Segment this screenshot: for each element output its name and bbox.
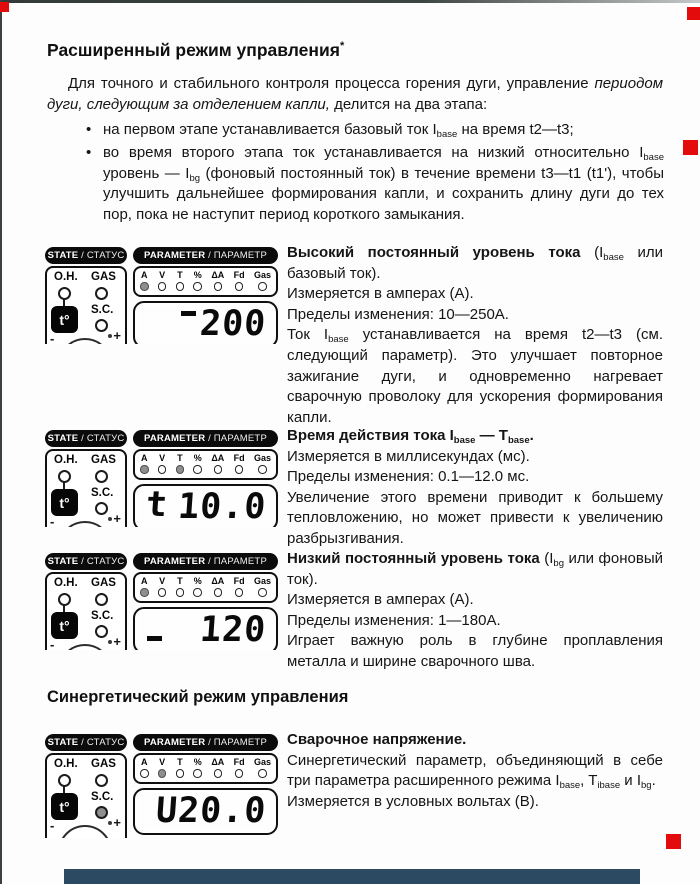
page-top-edge [0,0,700,3]
param-led-label: Fd [233,270,245,280]
short-circuit-led [95,625,108,638]
param-led-label: % [193,576,202,586]
param-led-label: Gas [253,757,271,767]
param-led-Fd [234,453,245,474]
gas-label: GAS [91,577,116,589]
parameter-description [287,549,663,673]
parameter-header [133,247,278,264]
param-led-dot [235,465,244,474]
param-led-dot [176,282,185,291]
bullet-text: во время второго этапа ток устанавливается на низкий относительно $I_{base}$ уровень — $I_{bg}$ (фоновый постоянный ток) в течение времени t3—t1 (t1'), чтобы улучшить дальнейшее формирования капли, и сохранить длину дуги до тех пор, пока не наступит период короткого замыкания. [103,144,664,223]
parameter-section [133,247,278,344]
param-led-label: Gas [253,453,271,463]
param-led-label: Fd [233,453,245,463]
param-led-dot [140,588,149,597]
param-led-label: T [177,453,183,463]
param-led-dot [176,465,185,474]
state-header [45,553,127,570]
gas-led [95,287,108,300]
display-area [138,306,273,343]
param-led-label: T [177,270,183,280]
bullet-text: на первом этапе устанавливается базовый ток $I_{base}$ на время t2—t3; [103,121,574,140]
parameter-row [45,427,665,550]
param-led-Fd [234,757,245,778]
param-led-label: Fd [233,576,245,586]
page-left-edge [0,0,2,884]
param-led-label: A [141,757,148,767]
temperature-icon [51,489,78,516]
param-led-dot [158,465,167,474]
param-led-% [193,757,202,778]
overheat-label: O.H. [54,271,78,283]
param-led-dot [235,588,244,597]
temperature-glyph: t° [59,494,70,511]
param-led-Gas [254,757,271,778]
short-circuit-led [95,502,108,515]
param-led-ΔA [211,757,224,778]
parameter-header-ru: / ПАРАМЕТР [205,433,267,444]
description-paragraph: Пределы изменения: 0.1—12.0 мс. [287,468,530,486]
param-led-% [193,576,202,597]
param-led-label: ΔA [211,576,225,586]
param-led-dot [140,465,149,474]
param-led-dot [214,769,223,778]
display-prefix [147,636,162,641]
param-led-T [176,270,185,291]
param-led-% [193,270,202,291]
param-led-dot [158,588,167,597]
state-body [45,266,127,344]
parameter-led-box [133,572,278,603]
parameter-led-row [140,270,271,291]
param-led-dot [193,769,202,778]
parameter-led-row [140,576,271,597]
bullet-marker: • [86,144,92,161]
parameter-header-en: PARAMETER [144,737,206,748]
param-led-label: % [193,270,202,280]
gas-led [95,470,108,483]
param-led-dot [258,769,267,778]
gas-led [95,593,108,606]
knob-plus-label: + [113,815,121,830]
param-led-T [176,576,185,597]
param-led-dot [214,588,223,597]
param-led-label: % [193,453,202,463]
param-led-V [158,576,167,597]
knob-minus-label: - [50,637,55,650]
param-led-V [158,270,167,291]
param-led-label: V [159,576,166,586]
param-led-dot [158,282,167,291]
description-paragraph: Ток $I_{base}$ устанавливается на время t2—t3 (см. следующий параметр). Это улучшает повторное зажигание дуги, и одновременно нагревает сварочную проволоку для ускорения формирования капли. [287,326,663,426]
display-area [138,485,273,527]
state-header-ru: / СТАТУС [78,556,125,567]
temperature-glyph: t° [59,798,70,815]
param-led-% [193,453,202,474]
param-led-dot [193,588,202,597]
short-circuit-led [95,319,108,332]
description-paragraph: Низкий постоянный уровень тока ($I_{bg}$ или фоновый ток). [287,550,663,588]
temperature-glyph: t° [59,311,70,328]
parameter-row [45,550,665,673]
parameter-section [133,553,278,650]
page-title [47,40,344,61]
description-paragraph: Пределы изменения: 1—180А. [287,611,501,629]
knob-plus-label: + [113,634,121,649]
page-title-text: Расширенный режим управления [47,40,340,60]
param-led-dot [140,769,149,778]
state-header-en: STATE [47,737,79,748]
temperature-glyph: t° [59,617,70,634]
parameter-header [133,553,278,570]
knob-dot [108,640,112,644]
state-header-en: STATE [47,433,79,444]
control-panel-figure [45,247,278,344]
param-led-label: A [141,576,148,586]
short-circuit-led [95,806,108,819]
param-led-dot [258,282,267,291]
param-led-dot [193,282,202,291]
parameter-section [133,430,278,527]
bottom-blue-bar [64,869,640,884]
param-led-Fd [234,576,245,597]
display-value: 10.0 [176,487,268,527]
description-paragraph: Синергетический параметр, объединяющий в себе три параметра расширенного режима $I_{base}$, $T_{ibase}$ и $I_{bg}$. [287,751,663,792]
param-led-ΔA [211,270,224,291]
description-paragraph: Время действия тока $I_{base}$ — $T_{base}$. [287,427,534,446]
param-led-label: A [141,453,148,463]
temperature-icon [51,612,78,639]
bullet-marker: • [86,121,92,138]
gas-label: GAS [91,271,116,283]
param-led-label: ΔA [211,757,225,767]
param-led-A [140,270,149,291]
param-led-dot [140,282,149,291]
knob-arc [58,644,112,650]
display-area [138,612,273,649]
bullet-item [86,143,664,225]
param-led-dot [158,769,167,778]
parameter-row [45,244,665,428]
overheat-label: O.H. [54,758,78,770]
description-paragraph: Измеряется в амперах (А). [287,285,474,303]
param-led-label: A [141,270,148,280]
knob-arc [58,825,112,838]
parameter-header-ru: / ПАРАМЕТР [205,737,267,748]
param-led-dot [258,465,267,474]
parameter-led-box [133,266,278,297]
param-led-dot [235,769,244,778]
description-paragraph: Сварочное напряжение. [287,731,467,748]
short-circuit-label: S.C. [91,791,114,803]
description-paragraph: Увеличение этого времени приводит к большему тепловложению, но может привести к увеличению разбрызгивания. [287,488,663,547]
state-section [45,247,127,344]
param-led-A [140,576,149,597]
description-paragraph: Пределы изменения: 10—250А. [287,305,509,323]
parameter-section [133,734,278,835]
parameter-header-ru: / ПАРАМЕТР [205,556,267,567]
param-led-label: % [193,757,202,767]
red-marker [0,2,9,12]
red-marker [687,7,700,20]
param-led-dot [214,282,223,291]
param-led-dot [235,282,244,291]
section-heading: Синергетический режим управления [47,688,349,706]
knob-plus-label: + [113,511,121,526]
param-led-label: Fd [233,757,245,767]
param-led-ΔA [211,576,224,597]
param-led-label: V [159,757,166,767]
state-header-ru: / СТАТУС [78,250,125,261]
param-led-label: T [177,757,183,767]
intro-paragraph: Для точного и стабильного контроля процесса горения дуги, управление периодом дуги, следующим за отделением капли, делится на два этапа: [47,75,663,113]
bullet-item [86,120,664,141]
short-circuit-label: S.C. [91,304,114,316]
short-circuit-label: S.C. [91,487,114,499]
display-prefix: t [144,485,170,525]
gas-label: GAS [91,454,116,466]
seven-segment-display [133,607,278,650]
knob-minus-label: - [50,514,55,527]
display-value: 20.0 [176,791,268,831]
state-header-en: STATE [47,556,79,567]
state-body [45,449,127,527]
knob-arc [58,338,112,344]
description-paragraph: Играет важную роль в глубине проплавления металла и ширине сварочного шва. [287,632,663,670]
display-value: 120 [198,610,268,650]
state-header [45,247,127,264]
description-paragraph: Высокий постоянный уровень тока ($I_{base}$ или базовый ток). [287,244,663,282]
param-led-label: ΔA [211,453,225,463]
description-paragraph: Измеряется в амперах (А). [287,591,474,609]
param-led-T [176,453,185,474]
param-led-label: Gas [253,270,271,280]
display-value: 200 [198,304,268,344]
knob-minus-label: - [50,818,55,833]
param-led-dot [258,588,267,597]
gas-label: GAS [91,758,116,770]
parameter-led-row [140,757,271,778]
description-paragraph: Измеряется в миллисекундах (мс). [287,447,530,465]
state-header-en: STATE [47,250,79,261]
param-led-Gas [254,453,271,474]
temperature-icon [51,793,78,820]
parameter-header-en: PARAMETER [144,433,206,444]
param-led-label: ΔA [211,270,225,280]
param-led-Gas [254,270,271,291]
param-led-T [176,757,185,778]
knob-minus-label: - [50,331,55,344]
param-led-Gas [254,576,271,597]
display-prefix [181,311,196,316]
param-led-label: Gas [253,576,271,586]
parameter-header-en: PARAMETER [144,250,206,261]
knob-dot [108,334,112,338]
state-section [45,553,127,650]
parameter-description [287,426,663,550]
param-led-dot [176,588,185,597]
parameter-led-box [133,449,278,480]
state-body [45,572,127,650]
param-led-dot [176,769,185,778]
param-led-label: V [159,270,166,280]
seven-segment-display [133,788,278,835]
param-led-label: V [159,453,166,463]
parameter-row [45,731,665,838]
parameter-description [287,243,663,428]
knob-plus-label: + [113,328,121,343]
param-led-dot [193,465,202,474]
display-area [138,793,273,830]
parameter-header [133,734,278,751]
gas-led [95,774,108,787]
parameter-header-ru: / ПАРАМЕТР [205,250,267,261]
param-led-A [140,757,149,778]
control-panel-figure [45,734,278,838]
parameter-led-box [133,753,278,784]
overheat-label: O.H. [54,577,78,589]
display-prefix: U [154,791,180,831]
seven-segment-display [133,484,278,527]
state-header [45,430,127,447]
short-circuit-label: S.C. [91,610,114,622]
state-section [45,430,127,527]
footnote-marker: * [339,40,345,53]
param-led-A [140,453,149,474]
state-header-ru: / СТАТУС [78,737,125,748]
param-led-V [158,453,167,474]
state-header [45,734,127,751]
state-header-ru: / СТАТУС [78,433,125,444]
state-section [45,734,127,838]
param-led-label: T [177,576,183,586]
parameter-header [133,430,278,447]
knob-arc [58,521,112,527]
param-led-ΔA [211,453,224,474]
param-led-Fd [234,270,245,291]
param-led-dot [214,465,223,474]
red-marker [666,834,681,849]
control-panel-figure [45,430,278,527]
state-body [45,753,127,838]
overheat-label: O.H. [54,454,78,466]
seven-segment-display [133,301,278,344]
control-panel-figure [45,553,278,650]
description-paragraph: Измеряется в условных вольтах (В). [287,792,539,810]
parameter-led-row [140,453,271,474]
parameter-description [287,730,663,838]
temperature-icon [51,306,78,333]
knob-dot [108,821,112,825]
param-led-V [158,757,167,778]
red-marker [683,140,698,155]
parameter-header-en: PARAMETER [144,556,206,567]
knob-dot [108,517,112,521]
